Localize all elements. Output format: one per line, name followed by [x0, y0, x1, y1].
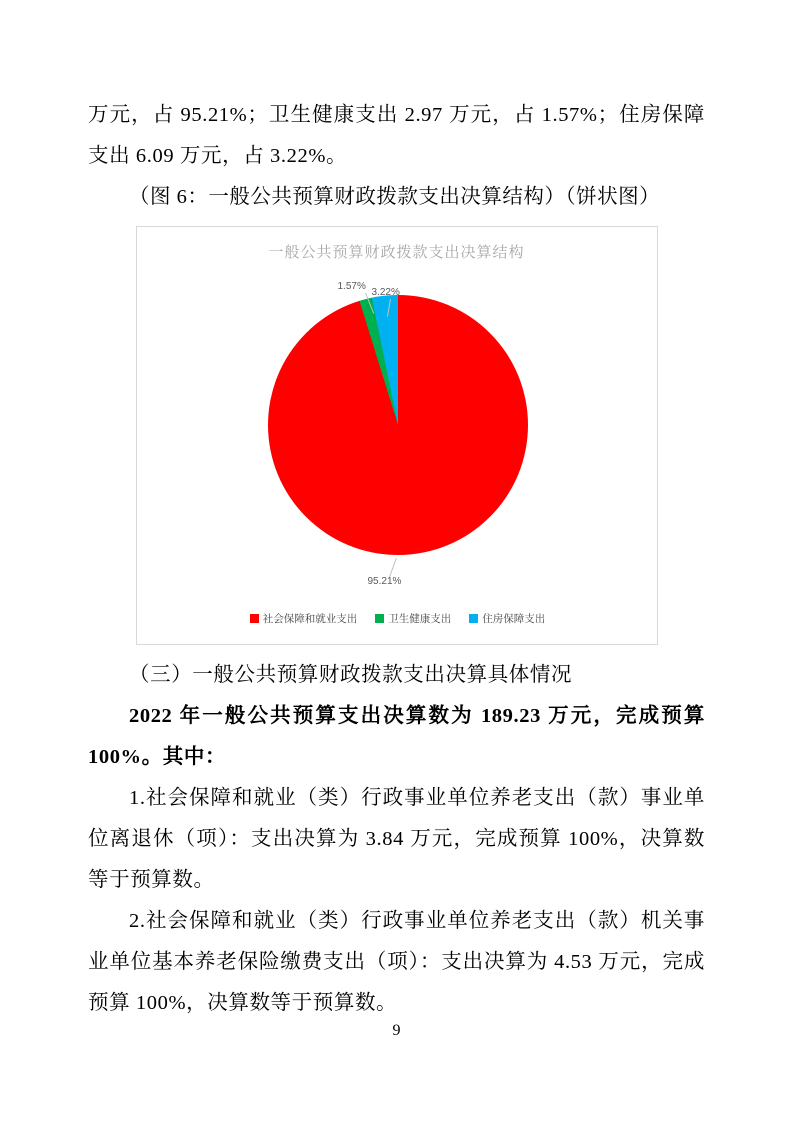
legend-swatch-social-security: [250, 614, 259, 623]
data-label-social-security: 95.21%: [367, 576, 402, 587]
paragraph-item-1: 1.社会保障和就业（类）行政事业单位养老支出（款）事业单位离退休（项）：支出决算为 3.84 万元，完成预算 100%，决算数等于预算数。: [88, 787, 705, 891]
legend-item-social-security: [250, 611, 358, 626]
pie-slices: [268, 295, 528, 555]
legend-item-housing: [469, 611, 545, 626]
legend-item-health: [375, 611, 451, 626]
page-number: 9: [392, 1022, 401, 1039]
leader-line-social: [389, 558, 397, 577]
data-label-health: 1.57%: [337, 281, 366, 292]
paragraph-section-heading-3: （三）一般公共预算财政拨款支出决算具体情况: [129, 664, 573, 686]
paragraph-total-expenditure: 2022 年一般公共预算支出决算数为 189.23 万元，完成预算 100%。其中：: [88, 705, 705, 768]
legend-swatch-health: [375, 614, 384, 623]
chart-legend: [137, 611, 659, 626]
legend-swatch-housing: [469, 614, 478, 623]
figure-caption-6: （图 6：一般公共预算财政拨款支出决算结构）（饼状图）: [129, 186, 661, 208]
data-label-housing: 3.22%: [371, 287, 400, 298]
paragraph-expenditure-summary: 万元，占 95.21%；卫生健康支出 2.97 万元，占 1.57%；住房保障支出 6.09 万元，占 3.22%。: [88, 104, 705, 167]
legend-label-health: 卫生健康支出: [388, 613, 452, 625]
pie-plot-area: [137, 281, 659, 587]
pie-chart-figure: [136, 226, 658, 645]
legend-label-social-security: 社会保障和就业支出: [262, 613, 358, 625]
legend-label-housing: 住房保障支出: [482, 613, 546, 625]
chart-title: 一般公共预算财政拨款支出决算结构: [268, 244, 525, 261]
paragraph-item-2: 2.社会保障和就业（类）行政事业单位养老支出（款）机关事业单位基本养老保险缴费支出（项）：支出决算为 4.53 万元，完成预算 100%，决算数等于预算数。: [88, 910, 705, 1014]
